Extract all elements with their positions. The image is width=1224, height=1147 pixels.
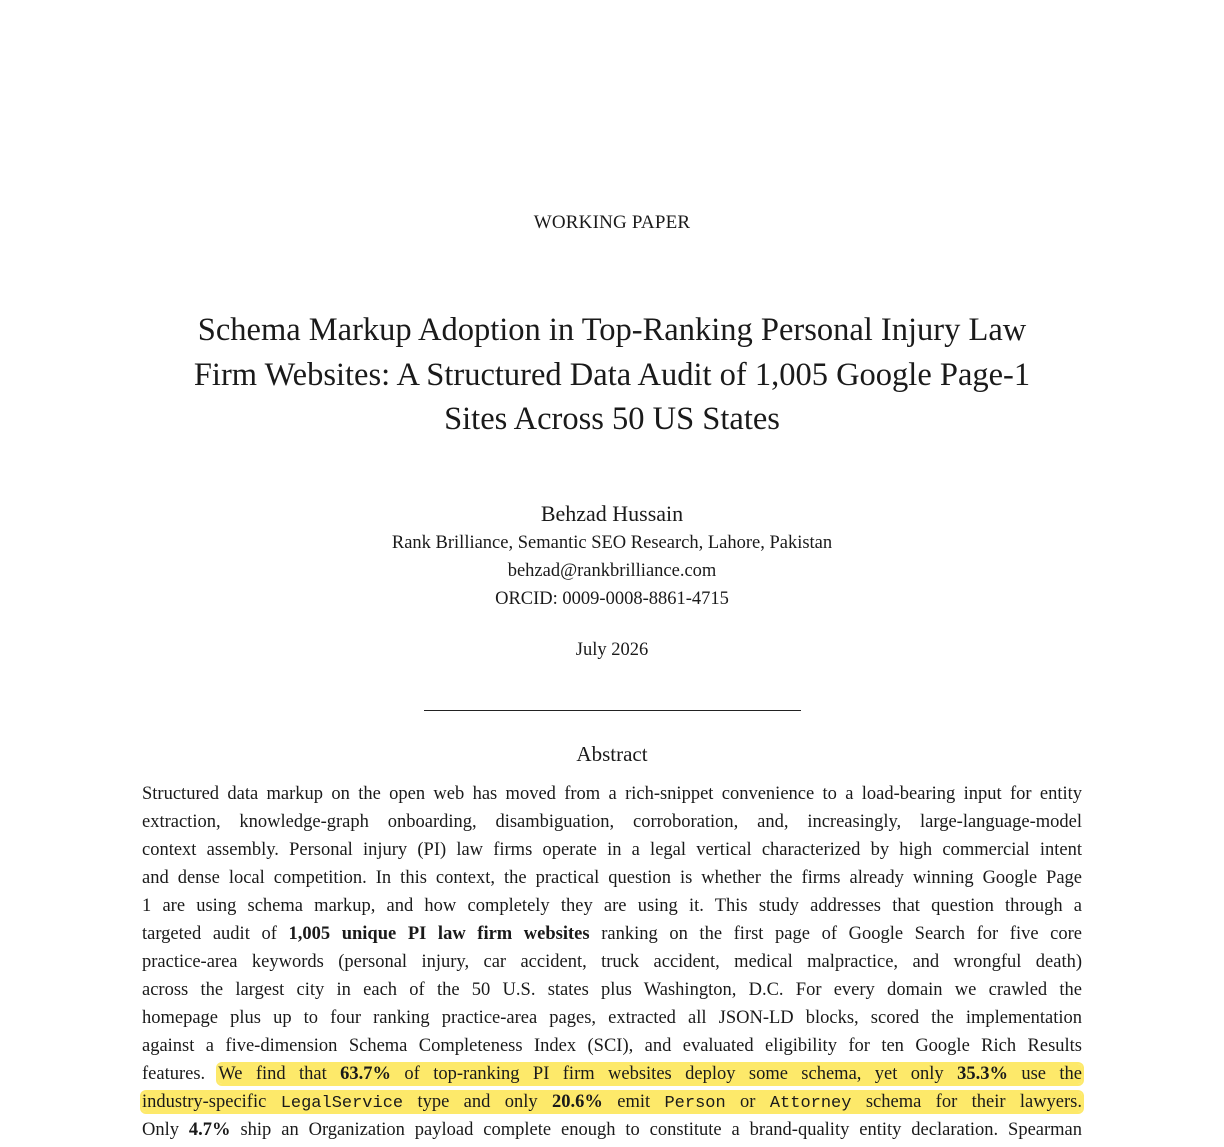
highlighted-finding: We find that 63.7% of top-ranking PI firm websites deploy some schema, yet only 35.3% use the (218, 1064, 1082, 1084)
abstract-line: extraction, knowledge-graph onboarding, disambiguation, corroboration, and, increasingly, large-language-model (142, 812, 1082, 832)
code-legalservice: LegalService (280, 1094, 404, 1113)
abstract-line: practice-area keywords (personal injury, car accident, truck accident, medical malpractice, and wrongful death) (142, 952, 1082, 972)
abstract-line (142, 1088, 1082, 1116)
abstract-line: across the largest city in each of the 50 U.S. states plus Washington, D.C. For every domain we crawled the (142, 980, 1082, 1000)
code-person: Person (664, 1094, 726, 1113)
author-name: Behzad Hussain (540, 501, 684, 526)
abstract-line: Structured data markup on the open web has moved from a rich-snippet convenience to a load-bearing input for entity (142, 784, 1082, 804)
abstract-line: targeted audit of 1,005 unique PI law firm websites ranking on the first page of Google Search for five core (142, 924, 1082, 944)
bold-sample-size: 1,005 unique PI law firm websites (288, 924, 590, 944)
abstract-line: context assembly. Personal injury (PI) law firms operate in a legal vertical characterized by high commercial intent (142, 840, 1082, 860)
abstract-line: features. We find that 63.7% of top-ranking PI firm websites deploy some schema, yet only 35.3% use the (142, 1064, 1082, 1084)
paper-date: July 2026 (575, 640, 649, 660)
highlighted-finding: industry-specific LegalService type and only 20.6% emit Person or Attorney schema for their lawyers. (142, 1092, 1083, 1113)
title-line: Firm Websites: A Structured Data Audit of 1,005 Google Page-1 (193, 356, 1031, 393)
abstract-line: homepage plus up to four ranking practice-area pages, extracted all JSON-LD blocks, scored the implementation (142, 1008, 1082, 1028)
author-orcid: ORCID: 0009-0008-8861-4715 (495, 589, 729, 609)
abstract-heading: Abstract (576, 742, 648, 766)
section-divider (424, 710, 801, 711)
working-paper-label: WORKING PAPER (533, 212, 691, 233)
author-affiliation: Rank Brilliance, Semantic SEO Research, Lahore, Pakistan (391, 533, 833, 553)
title-line: Sites Across 50 US States (444, 401, 780, 437)
abstract-line: against a five-dimension Schema Completeness Index (SCI), and evaluated eligibility for ten Google Rich Results (142, 1036, 1082, 1056)
title-line: Schema Markup Adoption in Top-Ranking Personal Injury Law (197, 312, 1027, 348)
paper-title (152, 308, 1072, 442)
abstract-line: and dense local competition. In this context, the practical question is whether the firms already winning Google Page (142, 868, 1082, 888)
abstract-line: 1 are using schema markup, and how completely they are using it. This study addresses that question through a (142, 896, 1082, 916)
abstract-body (142, 780, 1082, 1144)
author-email: behzad@rankbrilliance.com (507, 561, 717, 581)
code-attorney: Attorney (769, 1094, 852, 1113)
abstract-line: Only 4.7% ship an Organization payload complete enough to constitute a brand-quality entity declaration. Spearman (142, 1120, 1082, 1140)
